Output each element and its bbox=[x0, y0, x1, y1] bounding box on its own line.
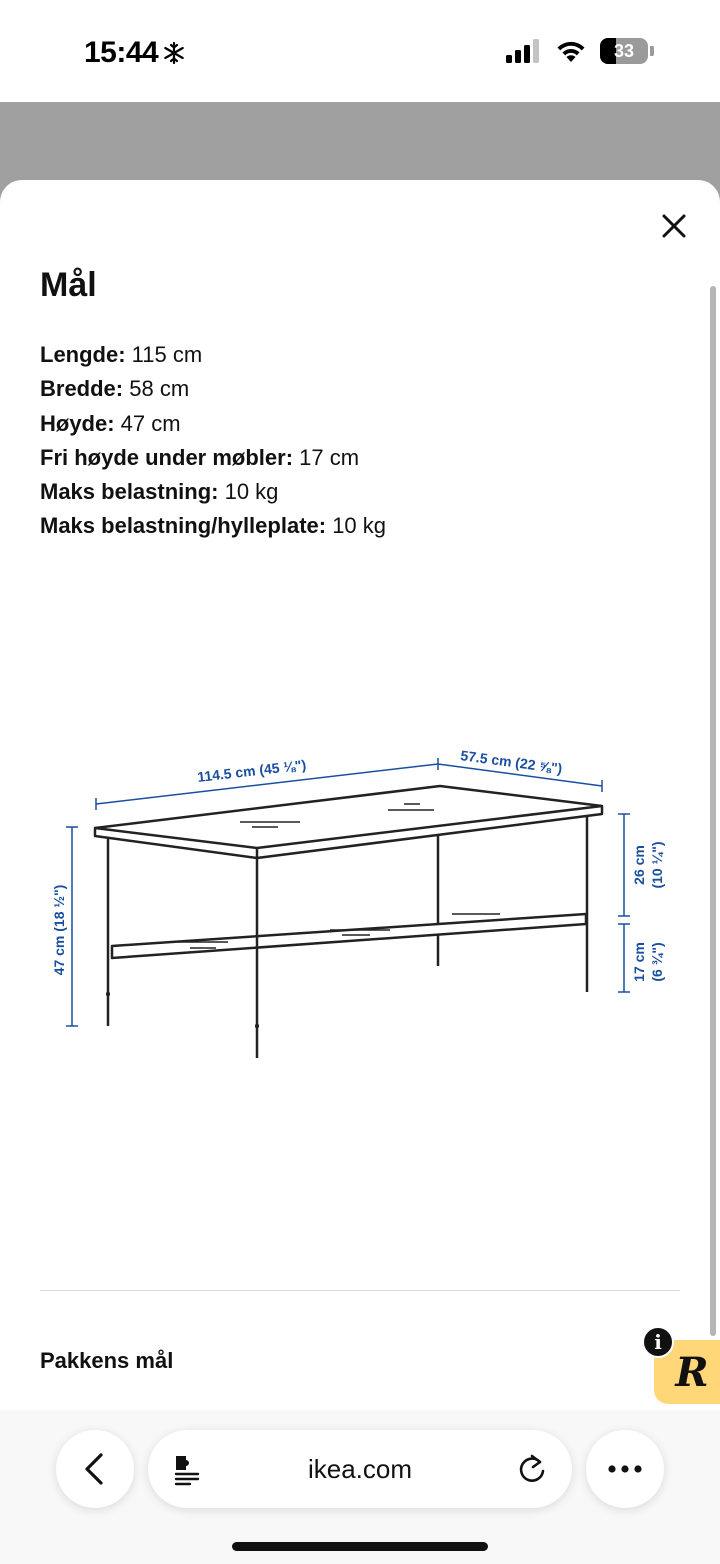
home-indicator[interactable] bbox=[232, 1542, 488, 1551]
sheet-title: Mål bbox=[40, 266, 97, 304]
battery-indicator: 33 bbox=[600, 38, 648, 64]
dim-height-label: 47 cm (18 ½") bbox=[51, 884, 67, 976]
package-dimensions-heading[interactable]: Pakkens mål bbox=[40, 1348, 174, 1373]
close-button[interactable] bbox=[654, 206, 694, 246]
dim-top-clearance-in: (10 ¼") bbox=[649, 841, 665, 889]
status-time: 15:44 bbox=[84, 36, 186, 70]
spec-list bbox=[40, 338, 680, 544]
spec-row-max-load: Maks belastning: 10 kg bbox=[40, 479, 279, 505]
section-divider bbox=[40, 1290, 680, 1291]
dim-depth-label: 57.5 cm (22 ⅝") bbox=[459, 747, 564, 777]
snowflake-icon bbox=[162, 41, 186, 65]
scrollbar-thumb[interactable] bbox=[710, 286, 716, 1336]
chevron-left-icon bbox=[82, 1452, 108, 1486]
close-icon bbox=[661, 213, 687, 239]
spec-row-max-load-shelf: Maks belastning/hylleplate: 10 kg bbox=[40, 513, 387, 539]
r-logo-icon: R bbox=[675, 1348, 709, 1396]
dim-floor-clearance-in: (6 ¾") bbox=[649, 942, 665, 982]
dim-length-label: 114.5 cm (45 ⅛") bbox=[196, 756, 307, 785]
spec-row-length: Lengde: 115 cm bbox=[40, 342, 203, 367]
cellular-signal-icon bbox=[506, 39, 542, 63]
wifi-icon bbox=[554, 38, 588, 64]
dim-floor-clearance-cm: 17 cm bbox=[631, 942, 647, 982]
address-bar[interactable] bbox=[148, 1430, 572, 1508]
spec-row-width: Bredde: 58 cm bbox=[40, 376, 190, 402]
more-button[interactable] bbox=[586, 1430, 664, 1508]
back-button[interactable] bbox=[56, 1430, 134, 1508]
spec-row-height: Høyde: 47 cm bbox=[40, 410, 181, 436]
status-indicators bbox=[506, 38, 654, 64]
spec-row-clearance: Fri høyde under møbler: 17 cm bbox=[40, 444, 360, 470]
battery-tip bbox=[650, 46, 654, 56]
more-dots-icon bbox=[607, 1464, 643, 1474]
dimension-diagram bbox=[40, 730, 700, 1070]
dim-top-clearance-cm: 26 cm bbox=[631, 845, 647, 885]
info-icon[interactable]: i bbox=[642, 1326, 674, 1358]
status-bar bbox=[0, 0, 720, 102]
reload-icon[interactable] bbox=[516, 1452, 548, 1486]
table-drawing bbox=[95, 786, 602, 1058]
url-text[interactable]: ikea.com bbox=[307, 1454, 413, 1484]
